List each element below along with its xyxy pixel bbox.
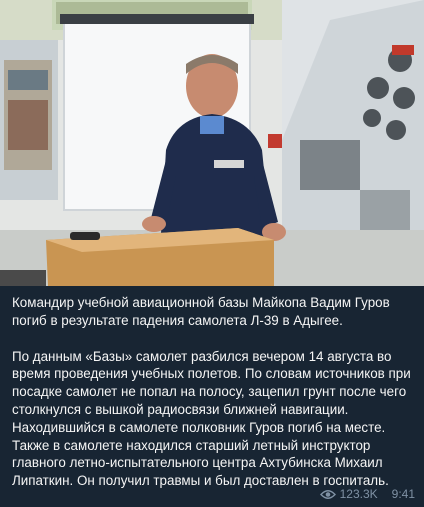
- message-paragraph-2: По данным «Базы» самолет разбился вечером 14 августа во время проведения учебных полетов. По словам источников при посадке самолет не попал на полосу, зацепил грунт после чего столкнулся с вышкой радиосвязи ближней навигации. Находившийся в самолете полковник Гуров погиб на месте. Также в самолете находился старший летный инструктор главного летно-испытательного центра Ахтубинска Михаил Липаткин. Он получил травмы и был доставлен в госпиталь.: [12, 348, 411, 489]
- eye-icon: [320, 489, 336, 500]
- message-time: 9:41: [391, 487, 415, 501]
- message-meta: [320, 487, 415, 501]
- message-text: [12, 294, 414, 490]
- view-count: 123.3K: [339, 487, 378, 501]
- message-paragraph-1: Командир учебной авиационной базы Майкопа Вадим Гуров погиб в результате падения самолета Л-39 в Адыгее.: [12, 295, 390, 328]
